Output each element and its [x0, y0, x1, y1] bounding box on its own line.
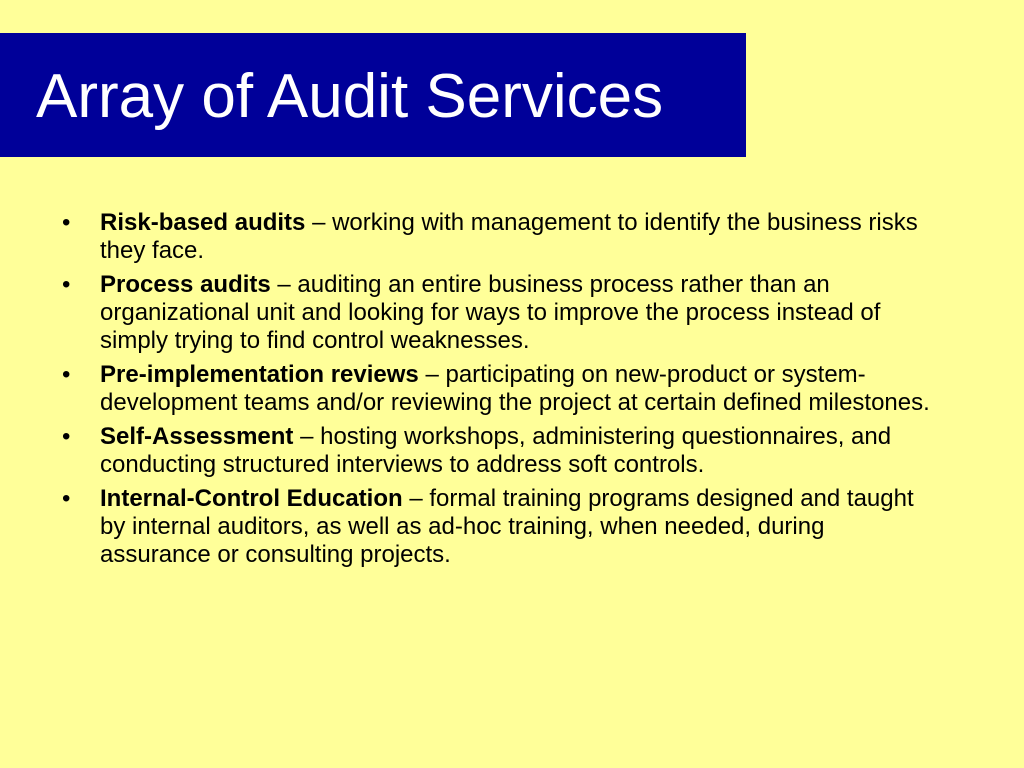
slide-title: Array of Audit Services	[36, 62, 664, 131]
bullet-item-pre-implementation-reviews	[0, 361, 940, 417]
bullet-marker: •	[62, 209, 71, 236]
bullet-marker: •	[62, 271, 71, 298]
bullet-description: – formal training programs designed and taught by internal auditors, as well as ad-hoc training, when needed, during assurance or consulting projects.	[100, 485, 914, 568]
bullet-item-internal-control-education	[0, 485, 940, 569]
bullet-description: – hosting workshops, administering questionnaires, and conducting structured interviews to address soft controls.	[100, 423, 892, 478]
bullet-term: Internal-Control Education	[100, 485, 403, 512]
bullet-item-risk-based-audits	[0, 209, 940, 265]
bullet-term: Pre-implementation reviews	[100, 361, 419, 388]
bullet-marker: •	[62, 485, 71, 512]
bullet-term: Process audits	[100, 271, 271, 298]
bullet-item-self-assessment	[0, 423, 940, 479]
bullet-item-process-audits	[0, 271, 940, 355]
bullet-description: – participating on new-product or system-development teams and/or reviewing the project at certain defined milestones.	[100, 361, 930, 416]
bullet-marker: •	[62, 423, 71, 450]
bullet-term: Self-Assessment	[100, 423, 294, 450]
bullet-term: Risk-based audits	[100, 209, 306, 236]
bullet-marker: •	[62, 361, 71, 388]
bullet-description: – auditing an entire business process rather than an organizational unit and looking for ways to improve the process instead of simply trying to find control weaknesses.	[100, 271, 881, 354]
bullet-list	[0, 209, 1024, 575]
bullet-description: – working with management to identify the business risks they face.	[100, 209, 918, 264]
